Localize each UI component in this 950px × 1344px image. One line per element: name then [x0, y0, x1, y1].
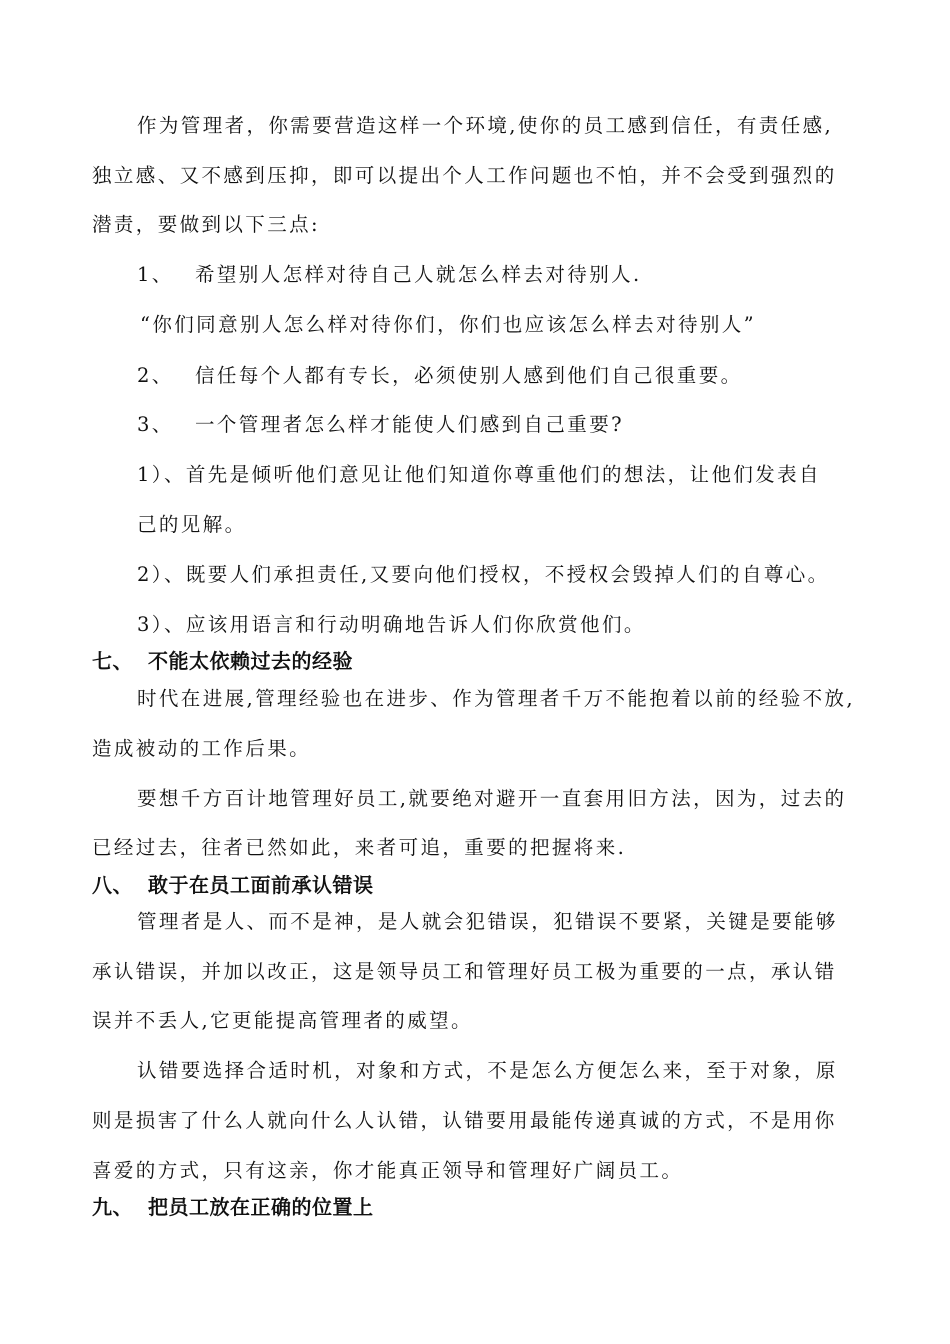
- section-number: 九、: [92, 1195, 133, 1219]
- paragraph-line: 喜爱的方式，只有这亲，你才能真正领导和管理好广阔员工。: [92, 1159, 684, 1182]
- paragraph-line: 造成被动的工作后果。: [92, 737, 312, 760]
- sub-item-line: 1）、首先是倾听他们意见让他们知道你尊重他们的想法，让他们发表自: [137, 463, 821, 486]
- paragraph-line: 误并不丢人,它更能提高管理者的威望。: [92, 1009, 473, 1032]
- section-title: 不能太依赖过去的经验: [148, 649, 353, 673]
- paragraph-line: 已经过去，往者已然如此，来者可追，重要的把握将来.: [92, 836, 627, 859]
- sub-item-line: 2）、既要人们承担责任,又要向他们授权，不授权会毁掉人们的自尊心。: [137, 563, 830, 586]
- sub-item-line: 3）、应该用语言和行动明确地告诉人们你欣赏他们。: [137, 613, 646, 636]
- section-heading: [92, 872, 374, 898]
- paragraph-line: 潜责，要做到以下三点:: [92, 213, 320, 236]
- sub-item-line: 己的见解。: [137, 513, 247, 536]
- list-item: [137, 412, 624, 438]
- section-heading: [92, 1194, 374, 1220]
- paragraph-line: 承认错误，并加以改正，这是领导员工和管理好员工极为重要的一点，承认错: [92, 960, 837, 983]
- list-item-number: 3、: [137, 413, 174, 436]
- quote-line: “你们同意别人怎么样对待你们，你们也应该怎么样去对待别人”: [140, 313, 757, 336]
- list-item: [137, 262, 642, 288]
- section-title: 把员工放在正确的位置上: [148, 1195, 374, 1219]
- section-title: 敢于在员工面前承认错误: [148, 873, 374, 897]
- paragraph-line: 作为管理者，你需要营造这样一个环境,使你的员工感到信任，有责任感,: [137, 114, 834, 137]
- paragraph-line: 时代在进展,管理经验也在进步、作为管理者千万不能抱着以前的经验不放,: [137, 687, 855, 710]
- list-item: [137, 363, 743, 389]
- list-item-number: 2、: [137, 364, 174, 387]
- section-number: 七、: [92, 649, 133, 673]
- paragraph-line: 管理者是人、而不是神，是人就会犯错误，犯错误不要紧，关键是要能够: [137, 910, 838, 933]
- paragraph-line: 则是损害了什么人就向什么人认错，认错要用最能传递真诚的方式，不是用你: [92, 1109, 837, 1132]
- list-item-text: 希望别人怎样对待自己人就怎么样去对待别人.: [195, 263, 642, 286]
- paragraph-line: 独立感、又不感到压抑，即可以提出个人工作问题也不怕，并不会受到强烈的: [92, 164, 837, 187]
- paragraph-line: 要想千方百计地管理好员工,就要绝对避开一直套用旧方法，因为，过去的: [137, 787, 847, 810]
- paragraph-line: 认错要选择合适时机，对象和方式，不是怎么方便怎么来，至于对象，原: [137, 1059, 838, 1082]
- list-item-number: 1、: [137, 263, 174, 286]
- section-number: 八、: [92, 873, 133, 897]
- list-item-text: 信任每个人都有专长，必须使别人感到他们自己很重要。: [195, 364, 743, 387]
- list-item-text: 一个管理者怎么样才能使人们感到自己重要?: [195, 413, 624, 436]
- section-heading: [92, 648, 353, 674]
